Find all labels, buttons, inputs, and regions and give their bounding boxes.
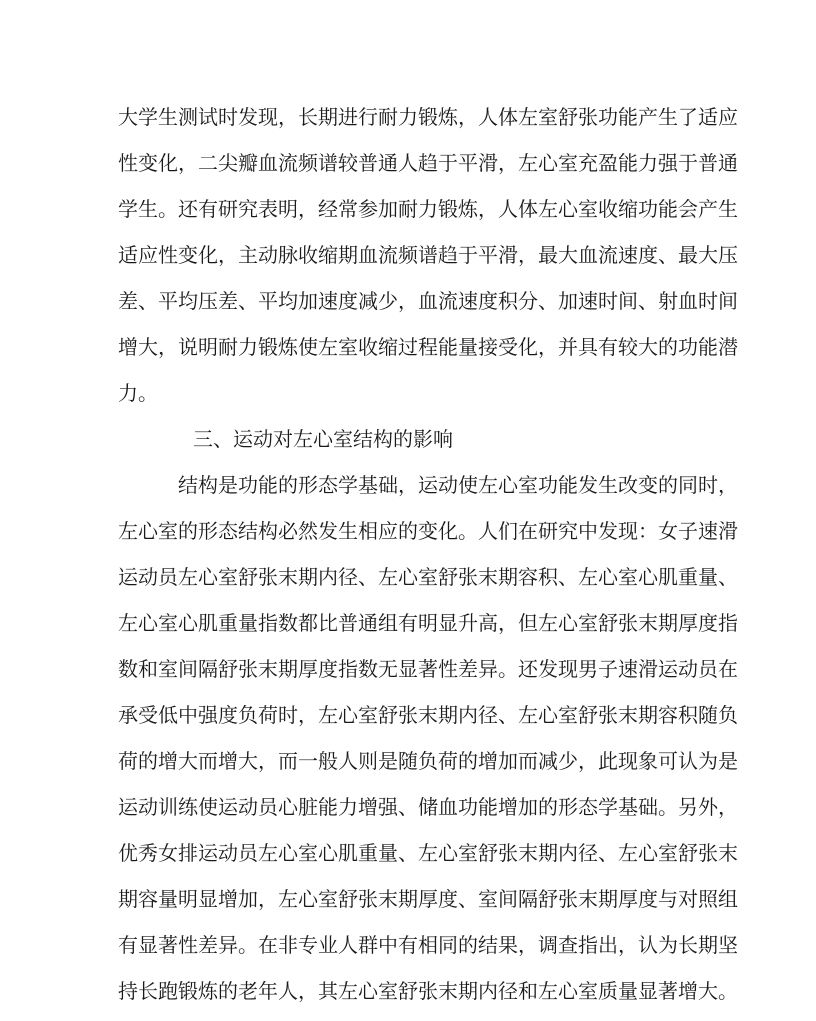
paragraph-line: 性变化，二尖瓣血流频谱较普通人趋于平滑，左心室充盈能力强于普通 bbox=[118, 151, 738, 175]
paragraph-line: 运动训练使运动员心脏能力增强、储血功能增加的形态学基础。另外， bbox=[118, 795, 738, 819]
paragraph-line: 大学生测试时发现，长期进行耐力锻炼，人体左室舒张功能产生了适应 bbox=[118, 105, 738, 129]
paragraph-line: 运动员左心室舒张末期内径、左心室舒张末期容积、左心室心肌重量、 bbox=[118, 565, 738, 589]
paragraph-line: 学生。还有研究表明，经常参加耐力锻炼，人体左心室收缩功能会产生 bbox=[118, 197, 738, 221]
paragraph-line: 左心室心肌重量指数都比普通组有明显升高，但左心室舒张末期厚度指 bbox=[118, 611, 738, 635]
paragraph-line: 荷的增大而增大，而一般人则是随负荷的增加而减少，此现象可认为是 bbox=[118, 749, 738, 773]
paragraph-line: 力。 bbox=[118, 381, 158, 405]
paragraph-line: 数和室间隔舒张末期厚度指数无显著性差异。还发现男子速滑运动员在 bbox=[118, 657, 738, 681]
paragraph-line: 左心室的形态结构必然发生相应的变化。人们在研究中发现：女子速滑 bbox=[118, 519, 738, 543]
paragraph-line: 差、平均压差、平均加速度减少，血流速度积分、加速时间、射血时间 bbox=[118, 289, 738, 313]
paragraph-line: 承受低中强度负荷时，左心室舒张末期内径、左心室舒张末期容积随负 bbox=[118, 703, 738, 727]
paragraph-line: 增大，说明耐力锻炼使左室收缩过程能量接受化，并具有较大的功能潜 bbox=[118, 335, 738, 359]
paragraph-line: 结构是功能的形态学基础，运动使左心室功能发生改变的同时， bbox=[178, 473, 738, 497]
section-heading: 三、运动对左心室结构的影响 bbox=[193, 427, 453, 451]
paragraph-line: 有显著性差异。在非专业人群中有相同的结果，调查指出，认为长期坚 bbox=[118, 933, 738, 957]
paragraph-line: 优秀女排运动员左心室心肌重量、左心室舒张末期内径、左心室舒张末 bbox=[118, 841, 738, 865]
paragraph-line: 期容量明显增加，左心室舒张末期厚度、室间隔舒张末期厚度与对照组 bbox=[118, 887, 738, 911]
paragraph-line: 持长跑锻炼的老年人，其左心室舒张末期内径和左心室质量显著增大。 bbox=[118, 979, 738, 1003]
paragraph-line: 适应性变化，主动脉收缩期血流频谱趋于平滑，最大血流速度、最大压 bbox=[118, 243, 738, 267]
